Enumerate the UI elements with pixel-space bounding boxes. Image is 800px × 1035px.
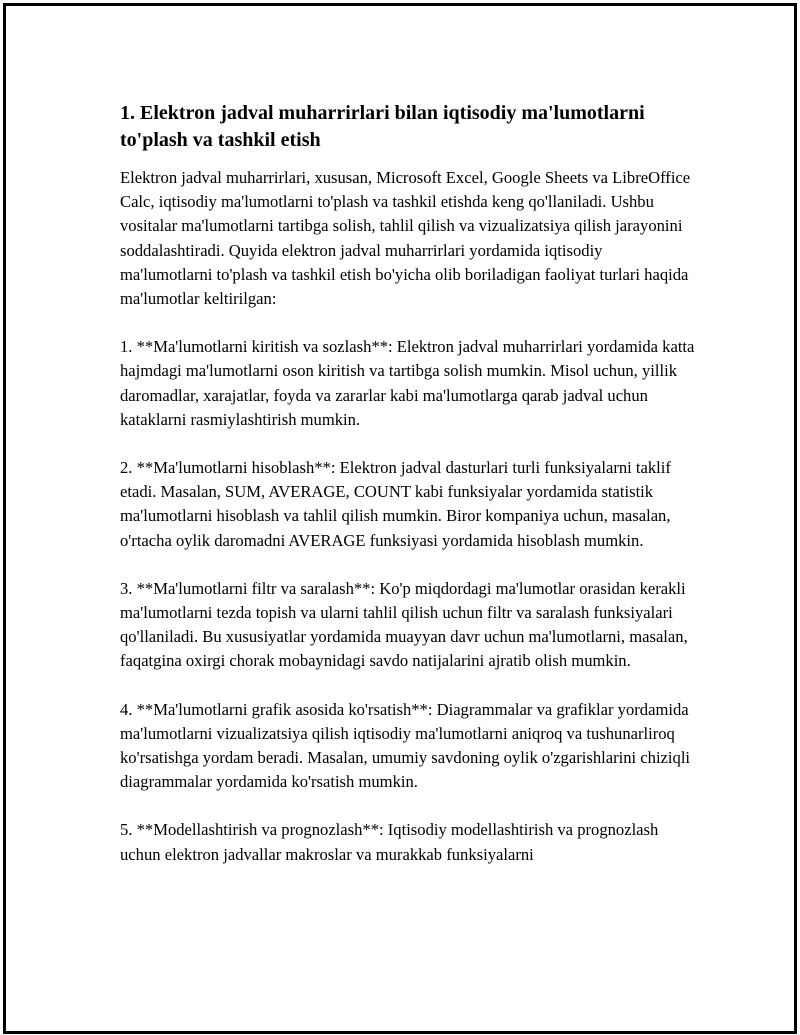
section-heading: 1. Elektron jadval muharrirlari bilan iqtisodiy ma'lumotlarni to'plash va tashkil etish	[120, 102, 645, 151]
document-body	[120, 100, 695, 891]
list-item-charts: 4. **Ma'lumotlarni grafik asosida ko'rsatish**: Diagrammalar va grafiklar yordamida ma'lumotlarni vizualizatsiya qilish iqtisodiy ma'lumotlarni aniqroq va tushunarliroq ko'rsatishga yordam beradi. Masalan, umumiy savdoning oylik o'zgarishlarini chiziqli diagrammalar yordamida ko'rsatish mumkin.	[120, 699, 691, 792]
page-frame	[3, 3, 797, 1034]
list-item-calculation: 2. **Ma'lumotlarni hisoblash**: Elektron jadval dasturlari turli funksiyalarni taklif etadi. Masalan, SUM, AVERAGE, COUNT kabi funksiyalar yordamida statistik ma'lumotlarni hisoblash va tahlil qilish mumkin. Biror kompaniya uchun, masalan, o'rtacha oylik daromadni AVERAGE funksiyasi yordamida hisoblash mumkin.	[120, 458, 671, 550]
intro-paragraph: Elektron jadval muharrirlari, xususan, Microsoft Excel, Google Sheets va LibreOffice Calc, iqtisodiy ma'lumotlarni to'plash va tashkil etishda keng qo'llaniladi. Ushbu vositalar ma'lumotlarni tartibga solish, tahlil qilish va vizualizatsiya qilish jarayonini soddalashtiradi. Quyida elektron jadval muharrirlari yordamida iqtisodiy ma'lumotlarni to'plash va tashkil etish bo'yicha olib boriladigan faoliyat turlari haqida ma'lumotlar keltirilgan:	[120, 168, 691, 309]
list-item-filter-sort: 3. **Ma'lumotlarni filtr va saralash**: Ko'p miqdordagi ma'lumotlar orasidan kerakli ma'lumotlarni tezda topish va ularni tahlil qilish uchun filtr va saralash funksiyalari qo'llaniladi. Bu xususiyatlar yordamida muayyan davr uchun ma'lumotlarni, masalan, faqatgina oxirgi chorak mobaynidagi savdo natijalarini ajratib olish mumkin.	[120, 578, 688, 671]
list-item-data-entry: 1. **Ma'lumotlarni kiritish va sozlash**: Elektron jadval muharrirlari yordamida katta hajmdagi ma'lumotlarni oson kiritish va tartibga solish mumkin. Misol uchun, yillik daromadlar, xarajatlar, foyda va zararlar kabi ma'lumotlarga qarab jadval uchun kataklarni rasmiylashtirish mumkin.	[120, 337, 695, 429]
list-item-modeling: 5. **Modellashtirish va prognozlash**: Iqtisodiy modellashtirish va prognozlash uchun elektron jadvallar makroslar va murakkab funksiyalarni	[120, 820, 659, 864]
